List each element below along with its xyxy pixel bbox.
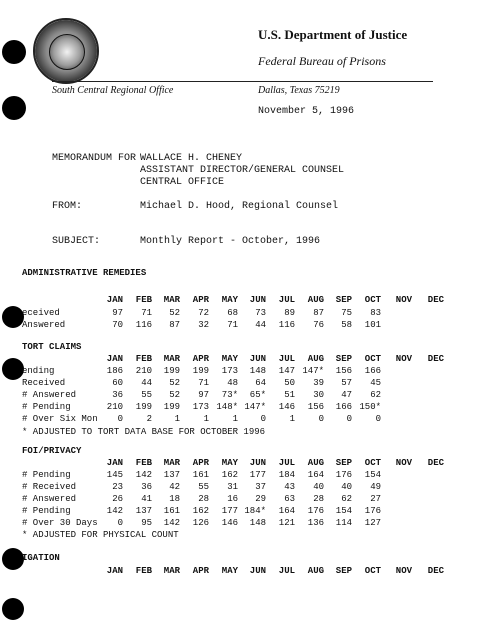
month-header-nov: NOV	[395, 566, 412, 576]
table-cell: 30	[313, 390, 324, 400]
table-cell: 116	[135, 320, 152, 330]
row-label: # Answered	[22, 494, 77, 504]
table-cell: 145	[106, 470, 123, 480]
month-header-may: MAY	[221, 566, 238, 576]
table-cell: 162	[221, 470, 238, 480]
table-cell: 43	[284, 482, 295, 492]
table-cell: 137	[135, 506, 152, 516]
row-label: eceived	[22, 308, 60, 318]
table-cell: 177	[221, 506, 238, 516]
table-cell: 1	[203, 414, 209, 424]
table-cell: 148	[249, 518, 266, 528]
table-cell: 18	[169, 494, 180, 504]
table-cell: 73	[255, 308, 266, 318]
table-cell: 154	[364, 470, 381, 480]
bureau-name: Federal Bureau of Prisons	[258, 54, 386, 68]
month-header-jul: JUL	[278, 295, 295, 305]
month-header-jan: JAN	[106, 566, 123, 576]
table-cell: 16	[227, 494, 238, 504]
table-cell: 142	[163, 518, 180, 528]
table-cell: 186	[106, 366, 123, 376]
row-label: # Answered	[22, 390, 77, 400]
table-cell: 210	[135, 366, 152, 376]
table-cell: 70	[112, 320, 123, 330]
table-cell: 147*	[302, 366, 324, 376]
month-header-jul: JUL	[278, 354, 295, 364]
table-cell: 75	[341, 308, 352, 318]
table-cell: 97	[198, 390, 209, 400]
table-cell: 0	[117, 518, 123, 528]
table-cell: 89	[284, 308, 295, 318]
table-cell: 45	[370, 378, 381, 388]
month-header-oct: OCT	[364, 295, 381, 305]
month-header-jul: JUL	[278, 458, 295, 468]
table-cell: 146	[278, 402, 295, 412]
table-cell: 164	[307, 470, 324, 480]
month-header-apr: APR	[192, 354, 209, 364]
month-header-nov: NOV	[395, 458, 412, 468]
table-cell: 47	[341, 390, 352, 400]
table-cell: 156	[335, 366, 352, 376]
table-cell: 176	[335, 470, 352, 480]
binder-hole-bottom	[2, 598, 24, 620]
table-cell: 83	[370, 308, 381, 318]
table-cell: 0	[260, 414, 266, 424]
month-header-apr: APR	[192, 566, 209, 576]
table-cell: 72	[198, 308, 209, 318]
table-cell: 156	[307, 402, 324, 412]
table-cell: 71	[141, 308, 152, 318]
month-header-jun: JUN	[249, 458, 266, 468]
memo-from-label: FROM:	[52, 201, 83, 212]
month-header-jan: JAN	[106, 458, 123, 468]
month-header-jun: JUN	[249, 354, 266, 364]
month-header-sep: SEP	[335, 295, 352, 305]
table-cell: 148*	[216, 402, 238, 412]
row-label: # Over Six Mon	[22, 414, 98, 424]
table-cell: 114	[335, 518, 352, 528]
month-header-may: MAY	[221, 295, 238, 305]
table-cell: 87	[313, 308, 324, 318]
table-cell: 136	[307, 518, 324, 528]
table-cell: 126	[192, 518, 209, 528]
table-cell: 27	[370, 494, 381, 504]
month-header-jun: JUN	[249, 295, 266, 305]
table-cell: 71	[198, 378, 209, 388]
section-title: FOI/PRIVACY	[22, 446, 82, 456]
table-cell: 199	[163, 366, 180, 376]
table-cell: 166	[335, 402, 352, 412]
table-cell: 173	[192, 402, 209, 412]
table-cell: 137	[163, 470, 180, 480]
table-cell: 127	[364, 518, 381, 528]
memo-to-name: WALLACE H. CHENEY	[140, 153, 243, 164]
table-cell: 199	[163, 402, 180, 412]
binder-hole-litigation	[2, 548, 24, 570]
regional-office: South Central Regional Office	[52, 85, 174, 96]
memo-to-label: MEMORANDUM FOR	[52, 153, 137, 164]
table-cell: 52	[169, 390, 180, 400]
memo-subject-label: SUBJECT:	[52, 236, 101, 247]
month-header-aug: AUG	[307, 354, 324, 364]
memo-subject-value: Monthly Report - October, 1996	[140, 236, 321, 247]
memo-to-title: ASSISTANT DIRECTOR/GENERAL COUNSEL	[140, 165, 345, 176]
row-label: # Pending	[22, 470, 71, 480]
month-header-sep: SEP	[335, 354, 352, 364]
table-cell: 63	[284, 494, 295, 504]
letterhead-rule	[52, 81, 433, 82]
table-cell: 40	[313, 482, 324, 492]
table-cell: 23	[112, 482, 123, 492]
row-label: # Pending	[22, 402, 71, 412]
table-cell: 176	[307, 506, 324, 516]
table-cell: 142	[135, 470, 152, 480]
table-cell: 55	[141, 390, 152, 400]
table-cell: 1	[232, 414, 238, 424]
table-footnote: * ADJUSTED TO TORT DATA BASE FOR OCTOBER 1996	[22, 427, 266, 437]
table-cell: 48	[227, 378, 238, 388]
table-cell: 29	[255, 494, 266, 504]
table-cell: 26	[112, 494, 123, 504]
month-header-oct: OCT	[364, 354, 381, 364]
table-cell: 71	[227, 320, 238, 330]
month-header-dec: DEC	[427, 354, 444, 364]
month-header-sep: SEP	[335, 458, 352, 468]
table-cell: 41	[141, 494, 152, 504]
table-cell: 162	[192, 506, 209, 516]
month-header-mar: MAR	[163, 354, 180, 364]
table-cell: 87	[169, 320, 180, 330]
row-label: Received	[22, 378, 66, 388]
table-cell: 177	[249, 470, 266, 480]
month-header-aug: AUG	[307, 295, 324, 305]
table-cell: 121	[278, 518, 295, 528]
table-cell: 154	[335, 506, 352, 516]
table-cell: 37	[255, 482, 266, 492]
table-cell: 142	[106, 506, 123, 516]
table-cell: 55	[198, 482, 209, 492]
binder-hole-mid	[2, 306, 24, 328]
table-cell: 31	[227, 482, 238, 492]
table-cell: 161	[192, 470, 209, 480]
table-cell: 50	[284, 378, 295, 388]
table-cell: 36	[112, 390, 123, 400]
table-cell: 148	[249, 366, 266, 376]
table-cell: 184*	[244, 506, 266, 516]
month-header-feb: FEB	[135, 566, 152, 576]
table-cell: 147*	[244, 402, 266, 412]
month-header-dec: DEC	[427, 458, 444, 468]
row-label: ending	[22, 366, 55, 376]
month-header-mar: MAR	[163, 295, 180, 305]
month-header-aug: AUG	[307, 458, 324, 468]
table-cell: 32	[198, 320, 209, 330]
month-header-jun: JUN	[249, 566, 266, 576]
table-cell: 36	[141, 482, 152, 492]
table-cell: 0	[375, 414, 381, 424]
table-cell: 60	[112, 378, 123, 388]
table-cell: 97	[112, 308, 123, 318]
table-cell: 116	[278, 320, 295, 330]
table-cell: 150*	[359, 402, 381, 412]
row-label: # Pending	[22, 506, 71, 516]
binder-hole-upper	[2, 96, 26, 120]
month-header-aug: AUG	[307, 566, 324, 576]
month-header-sep: SEP	[335, 566, 352, 576]
table-cell: 28	[313, 494, 324, 504]
table-cell: 0	[346, 414, 352, 424]
table-cell: 199	[192, 366, 209, 376]
table-cell: 166	[364, 366, 381, 376]
section-title: ADMINISTRATIVE REMEDIES	[22, 268, 147, 278]
table-cell: 147	[278, 366, 295, 376]
section-title: IGATION	[22, 553, 60, 563]
memo-date: November 5, 1996	[258, 106, 355, 117]
month-header-dec: DEC	[427, 295, 444, 305]
row-label: # Received	[22, 482, 77, 492]
table-cell: 58	[341, 320, 352, 330]
table-cell: 44	[141, 378, 152, 388]
table-cell: 173	[221, 366, 238, 376]
table-cell: 164	[278, 506, 295, 516]
table-cell: 57	[341, 378, 352, 388]
month-header-mar: MAR	[163, 566, 180, 576]
month-header-nov: NOV	[395, 354, 412, 364]
month-header-may: MAY	[221, 458, 238, 468]
table-cell: 2	[146, 414, 152, 424]
table-cell: 0	[117, 414, 123, 424]
table-cell: 28	[198, 494, 209, 504]
table-cell: 1	[289, 414, 295, 424]
table-cell: 52	[169, 378, 180, 388]
month-header-nov: NOV	[395, 295, 412, 305]
table-footnote: * ADJUSTED FOR PHYSICAL COUNT	[22, 530, 179, 540]
agency-name: U.S. Department of Justice	[258, 27, 408, 42]
table-cell: 1	[174, 414, 180, 424]
table-cell: 62	[370, 390, 381, 400]
table-cell: 65*	[249, 390, 266, 400]
table-cell: 64	[255, 378, 266, 388]
table-cell: 73*	[221, 390, 238, 400]
row-label: # Over 30 Days	[22, 518, 98, 528]
section-title: TORT CLAIMS	[22, 342, 82, 352]
month-header-dec: DEC	[427, 566, 444, 576]
table-cell: 42	[169, 482, 180, 492]
table-cell: 62	[341, 494, 352, 504]
binder-hole-tort	[2, 358, 24, 380]
month-header-feb: FEB	[135, 295, 152, 305]
memo-to-office: CENTRAL OFFICE	[140, 177, 225, 188]
table-cell: 146	[221, 518, 238, 528]
table-cell: 184	[278, 470, 295, 480]
table-cell: 52	[169, 308, 180, 318]
table-cell: 199	[135, 402, 152, 412]
month-header-oct: OCT	[364, 458, 381, 468]
table-cell: 39	[313, 378, 324, 388]
month-header-jan: JAN	[106, 354, 123, 364]
office-location: Dallas, Texas 75219	[258, 85, 340, 96]
month-header-feb: FEB	[135, 354, 152, 364]
memo-from-value: Michael D. Hood, Regional Counsel	[140, 201, 339, 212]
table-cell: 44	[255, 320, 266, 330]
doj-seal-logo	[33, 18, 99, 84]
table-cell: 51	[284, 390, 295, 400]
month-header-jan: JAN	[106, 295, 123, 305]
table-cell: 101	[364, 320, 381, 330]
month-header-apr: APR	[192, 295, 209, 305]
month-header-apr: APR	[192, 458, 209, 468]
table-cell: 95	[141, 518, 152, 528]
month-header-feb: FEB	[135, 458, 152, 468]
table-cell: 210	[106, 402, 123, 412]
month-header-may: MAY	[221, 354, 238, 364]
table-cell: 161	[163, 506, 180, 516]
table-cell: 0	[318, 414, 324, 424]
month-header-mar: MAR	[163, 458, 180, 468]
month-header-oct: OCT	[364, 566, 381, 576]
table-cell: 40	[341, 482, 352, 492]
table-cell: 76	[313, 320, 324, 330]
binder-hole-top	[2, 40, 26, 64]
table-cell: 49	[370, 482, 381, 492]
table-cell: 68	[227, 308, 238, 318]
row-label: Answered	[22, 320, 66, 330]
table-cell: 176	[364, 506, 381, 516]
month-header-jul: JUL	[278, 566, 295, 576]
